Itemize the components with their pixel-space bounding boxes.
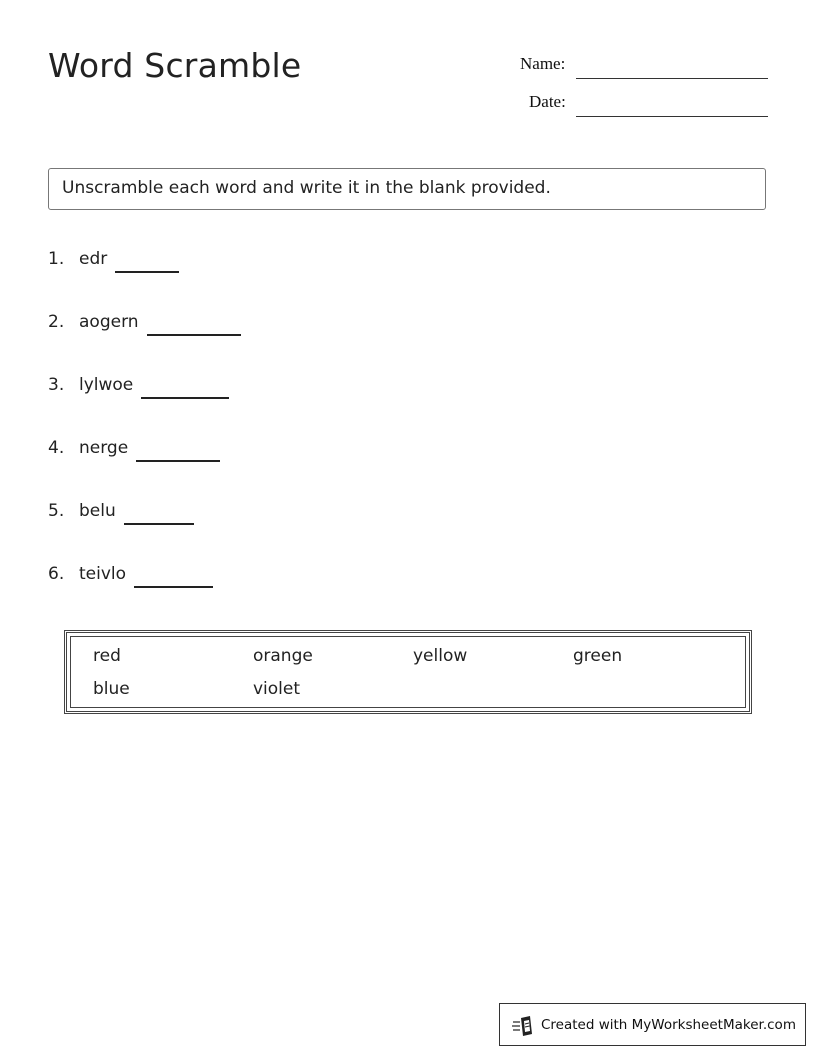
date-field[interactable] xyxy=(529,92,768,122)
question-item xyxy=(48,564,548,627)
scrambled-word: edr xyxy=(79,249,108,269)
question-item xyxy=(48,438,548,501)
page-title: Word Scramble xyxy=(48,46,302,85)
credit-badge[interactable] xyxy=(499,1003,806,1046)
question-list xyxy=(48,249,548,627)
scrambled-word: nerge xyxy=(79,438,129,458)
question-item xyxy=(48,312,548,375)
word-bank-item: red xyxy=(93,646,121,666)
scrambled-word: teivlo xyxy=(79,564,127,584)
name-line[interactable] xyxy=(576,78,768,79)
answer-blank[interactable] xyxy=(115,249,179,273)
question-number: 6. xyxy=(48,564,65,584)
date-label: Date: xyxy=(529,92,566,111)
scrambled-word: lylwoe xyxy=(79,375,134,395)
question-number: 1. xyxy=(48,249,65,269)
word-bank xyxy=(64,630,752,714)
question-number: 3. xyxy=(48,375,65,395)
question-item xyxy=(48,501,548,564)
question-item xyxy=(48,375,548,438)
answer-blank[interactable] xyxy=(124,501,194,525)
word-bank-item: violet xyxy=(253,679,301,699)
answer-blank[interactable] xyxy=(141,375,229,399)
answer-blank[interactable] xyxy=(147,312,241,336)
instructions-box: Unscramble each word and write it in the blank provided. xyxy=(48,168,766,210)
question-number: 5. xyxy=(48,501,65,521)
word-bank-item: yellow xyxy=(413,646,468,666)
worksheet-maker-logo-icon xyxy=(512,1015,534,1037)
answer-blank[interactable] xyxy=(136,438,220,462)
question-item xyxy=(48,249,548,312)
scrambled-word: aogern xyxy=(79,312,139,332)
name-field[interactable] xyxy=(520,54,768,84)
word-bank-item: orange xyxy=(253,646,313,666)
credit-text: Created with MyWorksheetMaker.com xyxy=(541,1017,796,1033)
date-line[interactable] xyxy=(576,116,768,117)
question-number: 2. xyxy=(48,312,65,332)
scrambled-word: belu xyxy=(79,501,116,521)
word-bank-item: green xyxy=(573,646,623,666)
question-number: 4. xyxy=(48,438,65,458)
word-bank-item: blue xyxy=(93,679,130,699)
name-label: Name: xyxy=(520,54,566,73)
answer-blank[interactable] xyxy=(134,564,213,588)
